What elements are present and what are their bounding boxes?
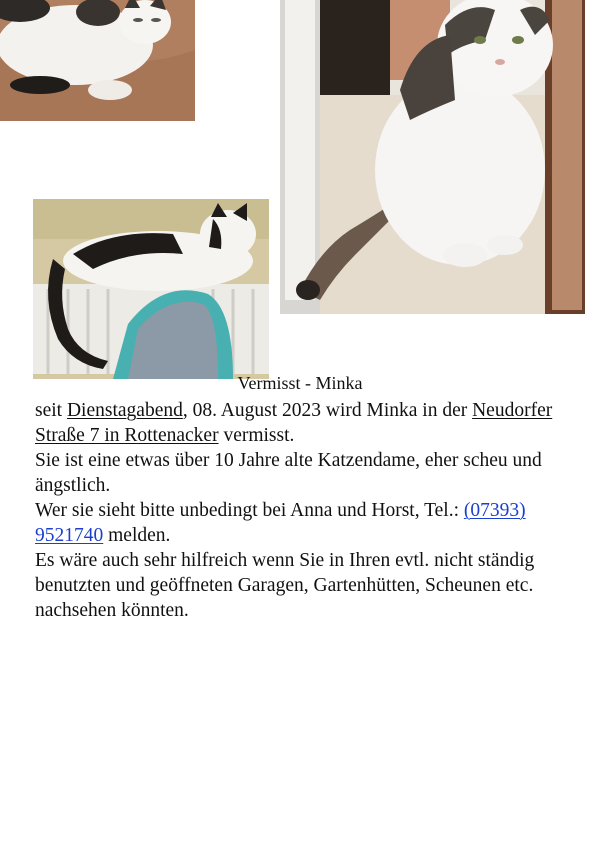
address-link[interactable]: Neudorfer Straße 7 in Rottenacker	[35, 400, 553, 446]
notice-body	[35, 398, 575, 623]
phone-link[interactable]: (07393) 9521740	[35, 500, 526, 546]
page-title: Vermisst - Minka	[237, 373, 363, 393]
paragraph-request: Es wäre auch sehr hilfreich wenn Sie in Ihren evtl. nicht ständig benutzten und geöffneten Garagen, Gartenhütten, Scheunen etc. nachsehen könnten.	[35, 550, 535, 621]
date-link[interactable]: Dienstagabend	[66, 400, 183, 421]
photo-cat-on-radiator	[33, 199, 269, 379]
paragraph-contact	[35, 498, 575, 548]
text-segment: melden.	[103, 525, 171, 546]
photo-cat-sitting-by-window	[280, 0, 585, 314]
text-segment: Wer sie sieht bitte unbedingt bei Anna und Horst, Tel.:	[35, 500, 464, 521]
paragraph-description: Sie ist eine etwas über 10 Jahre alte Katzendame, eher scheu und ängstlich.	[35, 450, 542, 496]
text-segment: vermisst.	[218, 425, 295, 446]
text-segment: , 08. August 2023 wird Minka in der	[182, 400, 473, 421]
photo-cat-lying-on-sofa	[0, 0, 195, 121]
paragraph-missing-since	[35, 398, 575, 448]
text-segment: seit	[35, 400, 67, 421]
